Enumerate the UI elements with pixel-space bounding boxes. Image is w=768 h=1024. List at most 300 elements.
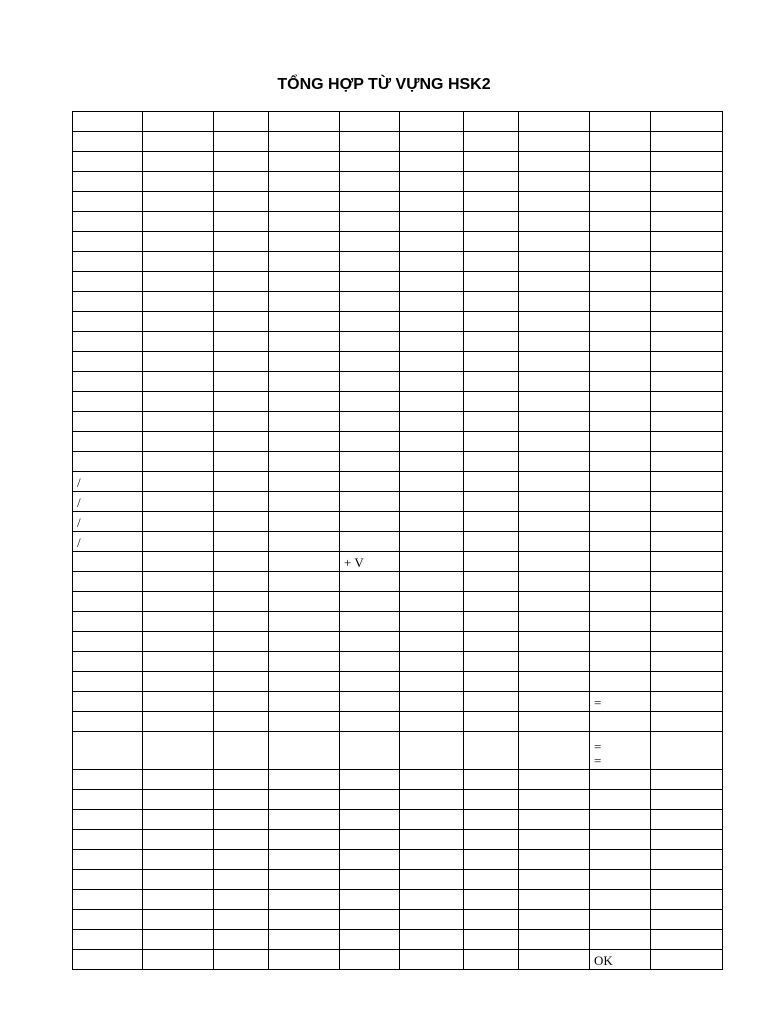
word-cell: [340, 712, 400, 732]
word-cell: [73, 712, 143, 732]
meaning-cell: [269, 552, 340, 572]
meaning-cell: [269, 732, 340, 770]
meaning-cell: [519, 532, 590, 552]
table-row: [73, 112, 723, 132]
word-cell: [73, 432, 143, 452]
meaning-cell: [269, 472, 340, 492]
meaning-cell: [519, 372, 590, 392]
meaning-cell: [519, 930, 590, 950]
word-cell: [590, 172, 651, 192]
table-row: [73, 392, 723, 412]
word-cell: [464, 512, 519, 532]
word-cell: [464, 712, 519, 732]
word-cell: [590, 910, 651, 930]
word-cell: [340, 252, 400, 272]
word-cell: [464, 292, 519, 312]
meaning-cell: [651, 392, 723, 412]
word-cell: [214, 492, 269, 512]
meaning-cell: [400, 732, 464, 770]
word-cell: [590, 232, 651, 252]
word-cell: [464, 212, 519, 232]
word-cell: [590, 212, 651, 232]
meaning-cell: [519, 272, 590, 292]
meaning-cell: [400, 492, 464, 512]
word-cell: [590, 572, 651, 592]
meaning-cell: [519, 152, 590, 172]
meaning-cell: [400, 672, 464, 692]
meaning-cell: [143, 732, 214, 770]
table-row: [73, 352, 723, 372]
meaning-cell: [143, 252, 214, 272]
word-cell: [340, 512, 400, 532]
meaning-cell: [400, 592, 464, 612]
meaning-cell: [651, 672, 723, 692]
table-row: [73, 132, 723, 152]
meaning-cell: [651, 890, 723, 910]
meaning-cell: [651, 612, 723, 632]
word-cell: [464, 272, 519, 292]
word-cell: [73, 652, 143, 672]
word-cell: [340, 532, 400, 552]
meaning-cell: [400, 770, 464, 790]
table-row: [73, 552, 723, 572]
word-cell: [214, 552, 269, 572]
meaning-cell: [519, 132, 590, 152]
word-cell: [214, 850, 269, 870]
word-cell: [73, 272, 143, 292]
meaning-cell: [519, 810, 590, 830]
meaning-cell: [269, 652, 340, 672]
meaning-cell: [269, 172, 340, 192]
table-row: [73, 592, 723, 612]
word-cell: [214, 950, 269, 970]
word-cell: [340, 132, 400, 152]
meaning-cell: [400, 890, 464, 910]
word-cell: [214, 910, 269, 930]
word-cell: [214, 432, 269, 452]
word-cell: [73, 192, 143, 212]
word-cell: [464, 192, 519, 212]
meaning-cell: [651, 810, 723, 830]
meaning-cell: [651, 232, 723, 252]
meaning-cell: [400, 950, 464, 970]
meaning-cell: [519, 212, 590, 232]
meaning-cell: [269, 412, 340, 432]
meaning-cell: [651, 332, 723, 352]
meaning-cell: [519, 432, 590, 452]
word-cell: [214, 870, 269, 890]
word-cell: [464, 372, 519, 392]
word-cell: [590, 152, 651, 172]
word-cell: /: [73, 532, 143, 552]
meaning-cell: [519, 632, 590, 652]
table-row: [73, 712, 723, 732]
word-cell: [590, 612, 651, 632]
meaning-cell: [400, 312, 464, 332]
word-cell: [340, 732, 400, 770]
table-row: [73, 790, 723, 810]
word-cell: [214, 512, 269, 532]
word-cell: [340, 172, 400, 192]
meaning-cell: [400, 392, 464, 412]
meaning-cell: [143, 950, 214, 970]
word-cell: [73, 112, 143, 132]
meaning-cell: [400, 512, 464, 532]
meaning-cell: [651, 652, 723, 672]
meaning-cell: [519, 672, 590, 692]
meaning-cell: [269, 392, 340, 412]
meaning-cell: [651, 930, 723, 950]
meaning-cell: [519, 850, 590, 870]
meaning-cell: [269, 890, 340, 910]
word-cell: [214, 572, 269, 592]
table-row: [73, 412, 723, 432]
meaning-cell: [519, 312, 590, 332]
word-cell: [214, 172, 269, 192]
meaning-cell: [400, 532, 464, 552]
meaning-cell: [143, 672, 214, 692]
word-cell: =: [590, 692, 651, 712]
meaning-cell: [519, 232, 590, 252]
word-cell: [214, 372, 269, 392]
meaning-cell: [651, 192, 723, 212]
word-cell: [73, 232, 143, 252]
meaning-cell: [519, 890, 590, 910]
word-cell: [214, 692, 269, 712]
meaning-cell: [269, 810, 340, 830]
meaning-cell: [519, 172, 590, 192]
meaning-cell: [519, 572, 590, 592]
word-cell: [340, 770, 400, 790]
meaning-cell: [143, 392, 214, 412]
word-cell: [214, 712, 269, 732]
word-cell: [464, 732, 519, 770]
word-cell: [214, 532, 269, 552]
word-cell: [214, 352, 269, 372]
word-cell: [214, 770, 269, 790]
word-cell: [464, 452, 519, 472]
meaning-cell: [519, 492, 590, 512]
vocabulary-table-body: [73, 112, 723, 970]
word-cell: [464, 810, 519, 830]
meaning-cell: [143, 572, 214, 592]
table-row: [73, 272, 723, 292]
word-cell: [73, 552, 143, 572]
meaning-cell: [143, 552, 214, 572]
word-cell: [73, 770, 143, 790]
word-cell: [464, 152, 519, 172]
word-cell: [214, 272, 269, 292]
meaning-cell: [143, 332, 214, 352]
meaning-cell: [143, 612, 214, 632]
word-cell: [590, 352, 651, 372]
word-cell: [340, 890, 400, 910]
meaning-cell: [143, 132, 214, 152]
meaning-cell: [400, 552, 464, 572]
meaning-cell: [269, 532, 340, 552]
meaning-cell: [651, 910, 723, 930]
meaning-cell: [400, 292, 464, 312]
meaning-cell: [519, 112, 590, 132]
meaning-cell: [269, 132, 340, 152]
word-cell: [73, 850, 143, 870]
word-cell: [590, 830, 651, 850]
table-row: [73, 292, 723, 312]
table-row: [73, 930, 723, 950]
meaning-cell: [400, 850, 464, 870]
word-cell: [590, 112, 651, 132]
word-cell: [214, 392, 269, 412]
meaning-cell: [143, 172, 214, 192]
word-cell: [340, 790, 400, 810]
word-cell: [214, 312, 269, 332]
word-cell: [464, 850, 519, 870]
meaning-cell: [269, 632, 340, 652]
word-cell: [73, 172, 143, 192]
table-row: [73, 372, 723, 392]
word-cell: [464, 492, 519, 512]
word-cell: [73, 790, 143, 810]
table-row: [73, 870, 723, 890]
meaning-cell: [400, 930, 464, 950]
meaning-cell: [400, 272, 464, 292]
word-cell: [464, 532, 519, 552]
word-cell: /: [73, 512, 143, 532]
table-row: [73, 732, 723, 770]
meaning-cell: [269, 332, 340, 352]
meaning-cell: [651, 312, 723, 332]
meaning-cell: [269, 850, 340, 870]
word-cell: [590, 312, 651, 332]
meaning-cell: [143, 152, 214, 172]
meaning-cell: [400, 432, 464, 452]
word-cell: [214, 412, 269, 432]
word-cell: [73, 810, 143, 830]
word-cell: [340, 372, 400, 392]
meaning-cell: [269, 910, 340, 930]
word-cell: [214, 232, 269, 252]
table-row: [73, 950, 723, 970]
word-cell: [590, 192, 651, 212]
meaning-cell: [400, 172, 464, 192]
meaning-cell: [651, 152, 723, 172]
page-title: TỔNG HỢP TỪ VỰNG HSK2: [277, 76, 491, 93]
word-cell: [340, 212, 400, 232]
meaning-cell: [269, 692, 340, 712]
word-cell: [464, 252, 519, 272]
word-cell: [214, 732, 269, 770]
meaning-cell: [519, 292, 590, 312]
word-cell: [464, 592, 519, 612]
word-cell: [73, 292, 143, 312]
word-cell: [73, 632, 143, 652]
meaning-cell: [143, 432, 214, 452]
word-cell: [590, 790, 651, 810]
meaning-cell: [269, 272, 340, 292]
meaning-cell: [651, 212, 723, 232]
meaning-cell: [651, 830, 723, 850]
word-cell: [590, 332, 651, 352]
word-cell: [464, 412, 519, 432]
word-cell: [214, 790, 269, 810]
word-cell: [340, 810, 400, 830]
word-cell: [340, 592, 400, 612]
word-cell: [214, 652, 269, 672]
meaning-cell: [651, 770, 723, 790]
meaning-cell: [269, 512, 340, 532]
meaning-cell: [519, 192, 590, 212]
meaning-cell: [143, 692, 214, 712]
meaning-cell: [143, 770, 214, 790]
word-cell: [73, 412, 143, 432]
word-cell: [464, 770, 519, 790]
meaning-cell: [143, 532, 214, 552]
vocabulary-table: [72, 111, 723, 970]
word-cell: [340, 950, 400, 970]
meaning-cell: [519, 252, 590, 272]
meaning-cell: [269, 292, 340, 312]
meaning-cell: [400, 252, 464, 272]
word-cell: [214, 292, 269, 312]
word-cell: [464, 132, 519, 152]
word-cell: [590, 512, 651, 532]
word-cell: [340, 392, 400, 412]
word-cell: [340, 472, 400, 492]
table-row: [73, 212, 723, 232]
word-cell: [214, 252, 269, 272]
word-cell: [340, 272, 400, 292]
meaning-cell: [400, 452, 464, 472]
meaning-cell: [400, 132, 464, 152]
word-cell: [73, 252, 143, 272]
word-cell: [73, 212, 143, 232]
word-cell: [73, 830, 143, 850]
meaning-cell: [519, 352, 590, 372]
word-cell: [590, 632, 651, 652]
word-cell: [590, 492, 651, 512]
meaning-cell: [400, 870, 464, 890]
meaning-cell: [651, 272, 723, 292]
table-row: [73, 452, 723, 472]
table-row: [73, 572, 723, 592]
word-cell: [73, 950, 143, 970]
word-cell: [590, 712, 651, 732]
meaning-cell: [651, 252, 723, 272]
table-row: [73, 632, 723, 652]
meaning-cell: [143, 910, 214, 930]
meaning-cell: [269, 612, 340, 632]
meaning-cell: [269, 770, 340, 790]
table-row: [73, 692, 723, 712]
word-cell: [340, 432, 400, 452]
word-cell: [340, 412, 400, 432]
meaning-cell: [143, 272, 214, 292]
meaning-cell: [519, 392, 590, 412]
meaning-cell: [651, 292, 723, 312]
meaning-cell: [400, 632, 464, 652]
meaning-cell: [269, 432, 340, 452]
word-cell: [590, 870, 651, 890]
word-cell: [340, 312, 400, 332]
meaning-cell: [651, 352, 723, 372]
meaning-cell: [400, 472, 464, 492]
meaning-cell: [651, 432, 723, 452]
meaning-cell: [143, 870, 214, 890]
meaning-cell: [269, 950, 340, 970]
word-cell: [214, 452, 269, 472]
word-cell: [464, 552, 519, 572]
meaning-cell: [651, 712, 723, 732]
word-cell: [73, 692, 143, 712]
word-cell: [464, 632, 519, 652]
meaning-cell: [269, 232, 340, 252]
word-cell: [340, 452, 400, 472]
table-row: [73, 432, 723, 452]
word-cell: [340, 692, 400, 712]
word-cell: [340, 672, 400, 692]
meaning-cell: [651, 372, 723, 392]
word-cell: [340, 930, 400, 950]
meaning-cell: [143, 712, 214, 732]
table-row: [73, 332, 723, 352]
word-cell: [340, 850, 400, 870]
word-cell: [590, 412, 651, 432]
table-row: [73, 890, 723, 910]
meaning-cell: [400, 572, 464, 592]
word-cell: [340, 332, 400, 352]
word-cell: [590, 132, 651, 152]
meaning-cell: [143, 592, 214, 612]
word-cell: [214, 612, 269, 632]
word-cell: [590, 850, 651, 870]
meaning-cell: [651, 492, 723, 512]
word-cell: [590, 652, 651, 672]
meaning-cell: [269, 312, 340, 332]
meaning-cell: [143, 452, 214, 472]
meaning-cell: [651, 472, 723, 492]
meaning-cell: [143, 632, 214, 652]
word-cell: [214, 152, 269, 172]
meaning-cell: [143, 492, 214, 512]
word-cell: [73, 672, 143, 692]
word-cell: [214, 192, 269, 212]
word-cell: [590, 392, 651, 412]
meaning-cell: [519, 452, 590, 472]
word-cell: [590, 930, 651, 950]
meaning-cell: [519, 652, 590, 672]
word-cell: [464, 910, 519, 930]
word-cell: [340, 632, 400, 652]
table-row: [73, 152, 723, 172]
meaning-cell: [651, 950, 723, 970]
meaning-cell: [143, 890, 214, 910]
word-cell: [464, 392, 519, 412]
meaning-cell: [143, 472, 214, 492]
meaning-cell: [519, 870, 590, 890]
meaning-cell: [400, 810, 464, 830]
meaning-cell: [143, 112, 214, 132]
meaning-cell: [143, 652, 214, 672]
word-cell: [73, 132, 143, 152]
meaning-cell: [269, 830, 340, 850]
table-row: [73, 192, 723, 212]
word-cell: [73, 352, 143, 372]
meaning-cell: [269, 192, 340, 212]
word-cell: [590, 432, 651, 452]
meaning-cell: [651, 532, 723, 552]
meaning-cell: [519, 950, 590, 970]
meaning-cell: [519, 332, 590, 352]
